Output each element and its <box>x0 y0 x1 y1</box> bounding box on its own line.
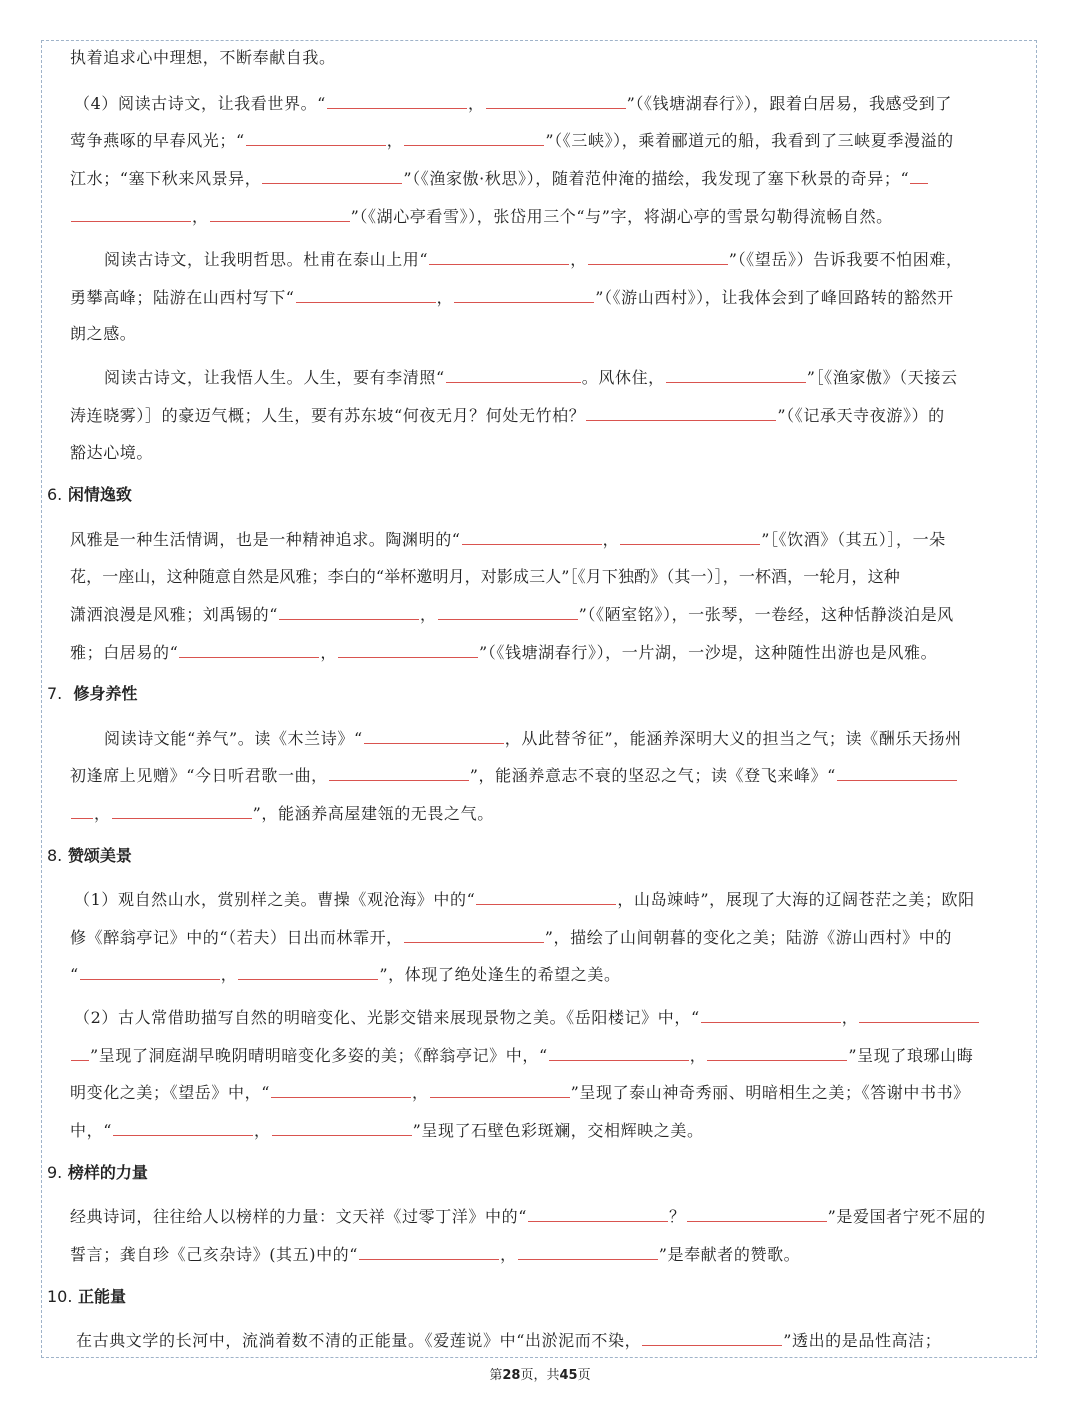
text-line <box>70 566 1068 588</box>
answer-blank[interactable] <box>404 926 544 943</box>
answer-blank[interactable] <box>476 888 616 905</box>
text: （2）古人常借助描写自然的明暗变化、光影交错来展现景物之美。《岳阳楼记》中，“ <box>74 1008 700 1027</box>
answer-blank[interactable] <box>486 92 626 109</box>
section-number: 10. <box>47 1287 73 1306</box>
text: ， <box>500 1245 517 1264</box>
answer-blank[interactable] <box>528 1205 668 1222</box>
answer-blank[interactable] <box>210 205 350 222</box>
text-line <box>70 528 1068 550</box>
text: ， <box>436 288 454 307</box>
text: ”（《望岳》）告诉我要不怕困难， <box>728 250 963 269</box>
answer-blank[interactable] <box>518 1243 658 1260</box>
text: （4）阅读古诗文，让我看世界。“ <box>74 94 326 113</box>
answer-blank[interactable] <box>327 92 467 109</box>
total-pages-number: 45 <box>559 1368 578 1383</box>
section-title: 闲情逸致 <box>67 485 132 504</box>
current-page-number: 28 <box>502 1368 521 1383</box>
answer-blank[interactable] <box>71 802 93 819</box>
text: 勇攀高峰；陆游在山西村写下“ <box>70 288 295 307</box>
text: ”（《钱塘湖春行》），跟着白居易，我感受到了 <box>626 94 952 113</box>
text: ”是爱国者宁死不屈的 <box>827 1207 986 1226</box>
text-line <box>70 802 1068 824</box>
text: ”透出的是品性高洁； <box>783 1331 942 1350</box>
answer-blank[interactable] <box>404 129 544 146</box>
text: ”呈现了琅琊山晦 <box>848 1046 974 1065</box>
answer-blank[interactable] <box>329 764 469 781</box>
text: ”呈现了洞庭湖早晚阴晴明暗变化多姿的美；《醉翁亭记》中，“ <box>90 1046 548 1065</box>
answer-blank[interactable] <box>429 248 569 265</box>
text: ”呈现了泰山神奇秀丽、明暗相生之美；《答谢中书书》 <box>570 1083 970 1102</box>
text: ”呈现了石壁色彩斑斓，交相辉映之美。 <box>412 1121 704 1140</box>
text: 雅；白居易的“ <box>70 643 179 662</box>
text-line <box>70 603 1068 625</box>
text-line <box>70 129 1068 151</box>
text-line <box>70 764 1068 786</box>
answer-blank[interactable] <box>438 603 578 620</box>
text: 风雅是一种生活情调，也是一种精神追求。陶渊明的“ <box>70 530 461 549</box>
footer-text: 第 <box>489 1368 503 1383</box>
text: 明变化之美；《望岳》中，“ <box>70 1083 270 1102</box>
section-number: 8. <box>47 846 63 865</box>
section-heading <box>47 1286 126 1308</box>
text: ， <box>411 1083 429 1102</box>
text-line <box>70 404 1068 426</box>
text: 修《醉翁亭记》中的“（若夫）日出而林霏开， <box>70 928 403 947</box>
text-line <box>70 1205 1068 1227</box>
answer-blank[interactable] <box>179 641 319 658</box>
section-title: 正能量 <box>78 1287 127 1306</box>
text-line <box>70 205 1068 227</box>
text: ”［《渔家傲》（天接云 <box>806 368 958 387</box>
answer-blank[interactable] <box>272 1119 412 1136</box>
text: ，从此替爷征”，能涵养深明大义的担当之气；读《酬乐天扬州 <box>504 729 962 748</box>
answer-blank[interactable] <box>549 1044 689 1061</box>
section-heading <box>47 683 137 705</box>
text: ”，描绘了山间朝暮的变化之美；陆游《游山西村》中的 <box>544 928 952 947</box>
footer-text: 页 <box>577 1368 591 1383</box>
text: （1）观自然山水，赏别样之美。曹操《观沧海》中的“ <box>74 890 476 909</box>
answer-blank[interactable] <box>666 366 806 383</box>
text-line <box>70 641 1068 663</box>
text-line <box>74 1006 1068 1028</box>
text-line <box>70 1081 1068 1103</box>
answer-blank[interactable] <box>687 1205 827 1222</box>
text: 江水；“塞下秋来风景异， <box>70 169 262 188</box>
answer-blank[interactable] <box>446 366 581 383</box>
text: ， <box>253 1121 271 1140</box>
answer-blank[interactable] <box>296 286 436 303</box>
answer-blank[interactable] <box>238 963 378 980</box>
text: ”（《三峡》），乘着郦道元的船，我看到了三峡夏季漫溢的 <box>545 131 954 150</box>
answer-blank[interactable] <box>859 1006 979 1023</box>
answer-blank[interactable] <box>430 1081 570 1098</box>
text: ， <box>841 1008 859 1027</box>
text: ”是奉献者的赞歌。 <box>658 1245 801 1264</box>
text: ， <box>570 250 587 269</box>
text: ”（《渔家傲·秋思》），随着范仲淹的描绘，我发现了塞下秋景的奇异；“ <box>403 169 910 188</box>
answer-blank[interactable] <box>271 1081 411 1098</box>
text: ”，体现了绝处逢生的希望之美。 <box>379 965 621 984</box>
answer-blank[interactable] <box>112 802 252 819</box>
text-line <box>70 286 1068 308</box>
text-line <box>70 442 1068 464</box>
text-line <box>74 888 1068 910</box>
text: 阅读诗文能“养气”。读《木兰诗》“ <box>104 729 363 748</box>
text: ， <box>320 643 337 662</box>
section-number: 9. <box>47 1163 63 1182</box>
text-line <box>70 167 1068 189</box>
section-number: 6. <box>47 485 63 504</box>
text: ， <box>689 1046 707 1065</box>
text: 誓言；龚自珍《己亥杂诗》(其五)中的“ <box>70 1245 359 1264</box>
text: 初逢席上见赠》“今日听君歌一曲， <box>70 766 328 785</box>
section-title: 修身养性 <box>73 684 138 703</box>
text: ， <box>192 207 209 226</box>
text: 潇洒浪漫是风雅；刘禹锡的“ <box>70 605 278 624</box>
text: ”（《湖心亭看雪》），张岱用三个“与”字，将湖心亭的雪景勾勒得流畅自然。 <box>350 207 893 226</box>
section-heading <box>47 1162 148 1184</box>
text-line <box>104 727 1068 749</box>
text: ， <box>220 965 238 984</box>
text: ， <box>94 804 111 823</box>
text-line <box>74 92 1068 114</box>
answer-blank[interactable] <box>338 641 478 658</box>
text: 经典诗词，往往给人以榜样的力量：文天祥《过零丁洋》中的“ <box>70 1207 527 1226</box>
text: 豁达心境。 <box>70 443 154 462</box>
text-line <box>70 323 1068 345</box>
text: ”（《陋室铭》），一张琴，一卷经，这种恬静淡泊是风 <box>578 605 954 624</box>
section-title: 榜样的力量 <box>67 1163 148 1182</box>
text-line <box>104 366 1068 388</box>
text: 涛连晓雾）］的豪迈气概；人生，要有苏东坡“何夜无月？何处无竹柏？ <box>70 406 586 425</box>
text: 莺争燕啄的早春风光；“ <box>70 131 245 150</box>
answer-blank[interactable] <box>80 963 220 980</box>
text-line <box>70 963 1068 985</box>
page-footer <box>0 1364 1080 1383</box>
section-heading <box>47 845 132 867</box>
text: ”，能涵养意志不衰的坚忍之气；读《登飞来峰》“ <box>469 766 836 785</box>
text: ？ <box>668 1207 686 1226</box>
answer-blank[interactable] <box>642 1329 782 1346</box>
answer-blank[interactable] <box>620 528 760 545</box>
text-line <box>70 926 1068 948</box>
answer-blank[interactable] <box>837 764 957 781</box>
answer-blank[interactable] <box>279 603 419 620</box>
text: ”（《钱塘湖春行》），一片湖，一沙堤，这种随性出游也是风雅。 <box>479 643 938 662</box>
text-line <box>70 1119 1068 1141</box>
text: 朗之感。 <box>70 324 137 343</box>
answer-blank[interactable] <box>701 1006 841 1023</box>
text: ， <box>602 530 620 549</box>
text: 阅读古诗文，让我悟人生。人生，要有李清照“ <box>104 368 445 387</box>
text-line <box>76 1329 1068 1351</box>
text: 执着追求心中理想，不断奉献自我。 <box>70 48 336 67</box>
answer-blank[interactable] <box>588 248 728 265</box>
text: 。风休住， <box>581 368 665 387</box>
answer-blank[interactable] <box>910 167 928 184</box>
answer-blank[interactable] <box>71 205 191 222</box>
answer-blank[interactable] <box>71 1044 89 1061</box>
answer-blank[interactable] <box>359 1243 499 1260</box>
answer-blank[interactable] <box>364 727 504 744</box>
text: ”，能涵养高屋建瓴的无畏之气。 <box>252 804 494 823</box>
answer-blank[interactable] <box>707 1044 847 1061</box>
answer-blank[interactable] <box>113 1119 253 1136</box>
answer-blank[interactable] <box>586 404 776 421</box>
section-number: 7. <box>47 684 63 703</box>
text: 阅读古诗文，让我明哲思。杜甫在泰山上用“ <box>104 250 429 269</box>
text: 在古典文学的长河中，流淌着数不清的正能量。《爱莲说》中“出淤泥而不染， <box>76 1331 642 1350</box>
section-title: 赞颂美景 <box>67 846 132 865</box>
text: ， <box>419 605 437 624</box>
answer-blank[interactable] <box>454 286 594 303</box>
answer-blank[interactable] <box>262 167 402 184</box>
text: ”（《游山西村》），让我体会到了峰回路转的豁然开 <box>595 288 954 307</box>
text: 中，“ <box>70 1121 112 1140</box>
answer-blank[interactable] <box>462 528 602 545</box>
text: ， <box>386 131 404 150</box>
text-line <box>104 248 1068 270</box>
section-heading <box>47 484 132 506</box>
answer-blank[interactable] <box>246 129 386 146</box>
page-frame <box>41 40 1037 1358</box>
text: ”（《记承天寺夜游》）的 <box>777 406 945 425</box>
text: ， <box>467 94 485 113</box>
text: “ <box>70 965 79 984</box>
text: 花，一座山，这种随意自然是风雅；李白的“举杯邀明月，对影成三人”［《月下独酌》（其一）］，一杯酒，一轮月，这种 <box>70 567 900 586</box>
footer-text: 页，共 <box>520 1368 560 1383</box>
text: ”［《饮酒》（其五）］，一朵 <box>761 530 946 549</box>
text-line <box>70 1243 1068 1265</box>
text-line <box>70 47 1068 69</box>
text: ，山岛竦峙”，展现了大海的辽阔苍茫之美；欧阳 <box>617 890 975 909</box>
text-line <box>70 1044 1068 1066</box>
